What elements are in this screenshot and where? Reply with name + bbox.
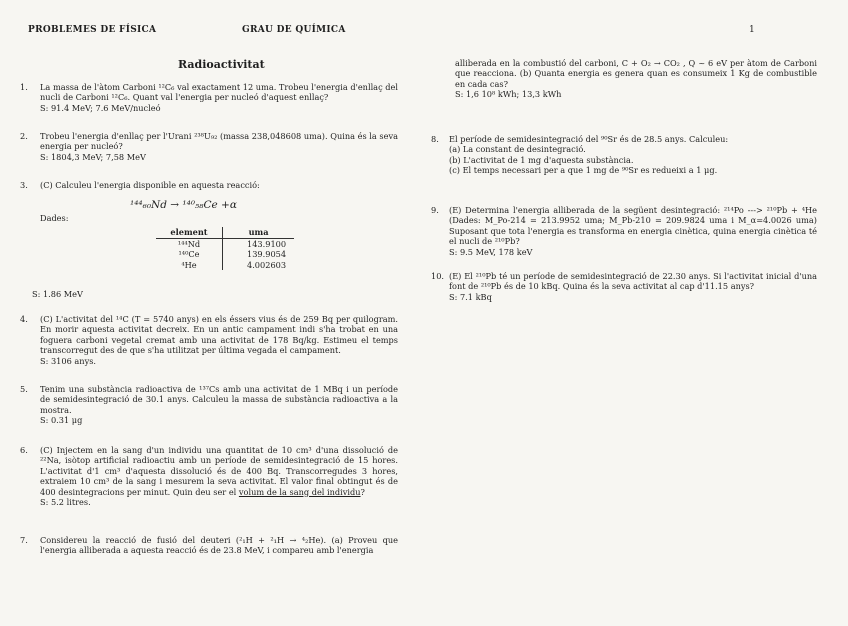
table-cell: ¹⁴⁴Nd — [156, 239, 223, 250]
problem-number: 7. — [20, 535, 28, 545]
problem-number: 9. — [431, 205, 439, 215]
problem-text: La massa de l'àtom Carboni ¹²C₆ val exactament 12 uma. Trobeu l'energia d'enllaç del nucli de Carboni ¹²C₆. Quant val l'energia per nucleó d'aquest enllaç? — [40, 82, 398, 103]
problem-solution: S: 9.5 MeV, 178 keV — [449, 246, 533, 257]
problem-text: Tenim una substància radioactiva de ¹³⁷Cs amb una activitat de 1 MBq i un període de semidesintegració de 30.1 anys. Calculeu la massa de substància radioactiva a la mostra. — [40, 384, 398, 415]
problem-text: (C) Injectem en la sang d'un individu una quantitat de 10 cm³ d'una dissolució de ²²Na, isòtop artificial radioactiu amb un període de semidesintegració de 15 hores. L'activitat d'1 cm³ d'aquesta dissolució és de 400 Bq. Transcorregudes 3 hores, extraiem 10 cm³ de la sang i mesurem la seva activitat. El valor final obtingut és de 400 desintegracions per minut. Quin deu ser el — [40, 445, 398, 497]
problem-text: El període de semidesintegració del ⁹⁰Sr és de 28.5 anys. Calculeu: — [449, 134, 729, 144]
problem-solution: S: 1.86 MeV — [32, 289, 83, 299]
header-course: PROBLEMES DE FÍSICA — [28, 25, 157, 35]
table-cell: 143.9100 — [247, 239, 287, 249]
page-number: 1 — [749, 25, 756, 35]
problem-solution: S: 3106 anys. — [40, 355, 96, 366]
problem-solution: S: 7.1 kBq — [449, 291, 492, 302]
problem-number: 6. — [20, 445, 28, 455]
problem-solution: S: 91.4 MeV; 7.6 MeV/nucleó — [40, 102, 161, 113]
table-cell: 139.9054 — [247, 249, 287, 260]
problem-number: 5. — [20, 384, 28, 394]
problem-number: 10. — [431, 271, 445, 281]
table-row — [156, 249, 294, 259]
problem-text: (C) Calculeu l'energia disponible en aquesta reacció: — [40, 180, 260, 190]
problem-number: 8. — [431, 134, 439, 144]
problem-text: (E) El ²¹⁰Pb té un període de semidesintegració de 22.30 anys. Si l'activitat inicial d'una font de ²¹⁰Pb és de 10 kBq. Quina és la seva activitat al cap d'11.15 anys? — [449, 271, 817, 292]
reaction-formula: ¹⁴⁴₆₀Nd → ¹⁴⁰₅₈Ce +α — [130, 199, 237, 211]
list-item: (c) El temps necessari per a que 1 mg de ⁹⁰Sr es redueixi a 1 μg. — [449, 165, 718, 176]
table-cell: ¹⁴⁰Ce — [156, 249, 223, 259]
table-cell: 4.002603 — [247, 259, 287, 270]
problem-solution: S: 0.31 μg — [40, 415, 83, 426]
problem-solution: S: 1804,3 MeV; 7,58 MeV — [40, 151, 146, 162]
problem-solution: S: 1,6 10⁸ kWh; 13,3 kWh — [455, 89, 562, 100]
table-cell: ⁴He — [156, 260, 223, 270]
mass-table — [156, 227, 294, 270]
problem-solution: S: 5.2 litres. — [40, 497, 91, 508]
problem-text: Considereu la reacció de fusió del deuteri (²₁H + ²₁H → ⁴₂He). (a) Proveu que l'energia alliberada a aquesta reacció és de 23.8 MeV, i compareu amb l'energia — [40, 535, 398, 556]
problem-text-end: ? — [360, 486, 365, 497]
table-header: element — [156, 227, 223, 239]
problem-number: 4. — [20, 314, 28, 324]
problem-text-underlined: volum de la sang del individu — [238, 486, 361, 497]
header-degree: GRAU DE QUÍMICA — [242, 25, 346, 35]
problem-number: 2. — [20, 131, 28, 141]
problem-7-continued — [455, 58, 817, 100]
table-row — [156, 260, 294, 270]
problem-text: (E) Determina l'energia alliberada de la següent desintegració: ²¹⁴Po ---> ²¹⁰Pb + ⁴He (Dades: M_Po-214 = 213.9952 uma; M_Pb-210 = 209.9824 uma i M_α=4.0026 uma) Suposant que tota l'energia es transforma en energia cinètica, quina energia cinètica té el nucli de ²¹⁰Pb? — [449, 205, 817, 247]
problem-text: alliberada en la combustió del carboni, C + O₂ → CO₂ , Q ~ 6 eV per àtom de Carboni que reacciona. (b) Quanta energia es genera quan es consumeix 1 Kg de combustible en cada cas? — [455, 58, 817, 89]
problem-number: 1. — [20, 82, 28, 92]
problem-text: (C) L'activitat del ¹⁴C (T = 5740 anys) en els éssers vius és de 259 Bq per quilogram. En morir aquesta activitat decreix. En un antic campament indi s'ha trobat en una foguera carboni vegetal cremat amb una activitat de 178 Bq/kg. Estimeu el temps transcorregut des de que s'ha utilitzat per última vegada el campament. — [40, 314, 398, 356]
problem-number: 3. — [20, 180, 28, 190]
list-item: (b) L'activitat de 1 mg d'aquesta substància. — [449, 154, 634, 165]
problem-text: Trobeu l'energia d'enllaç per l'Urani ²³⁸U₉₂ (massa 238,048608 uma). Quina és la seva energia per nucleó? — [40, 131, 398, 152]
table-row — [156, 239, 294, 250]
page-title: Radioactivitat — [178, 58, 265, 71]
dades-label: Dades: — [40, 213, 69, 223]
table-header: uma — [223, 227, 295, 239]
list-item: (a) La constant de desintegració. — [449, 144, 586, 155]
